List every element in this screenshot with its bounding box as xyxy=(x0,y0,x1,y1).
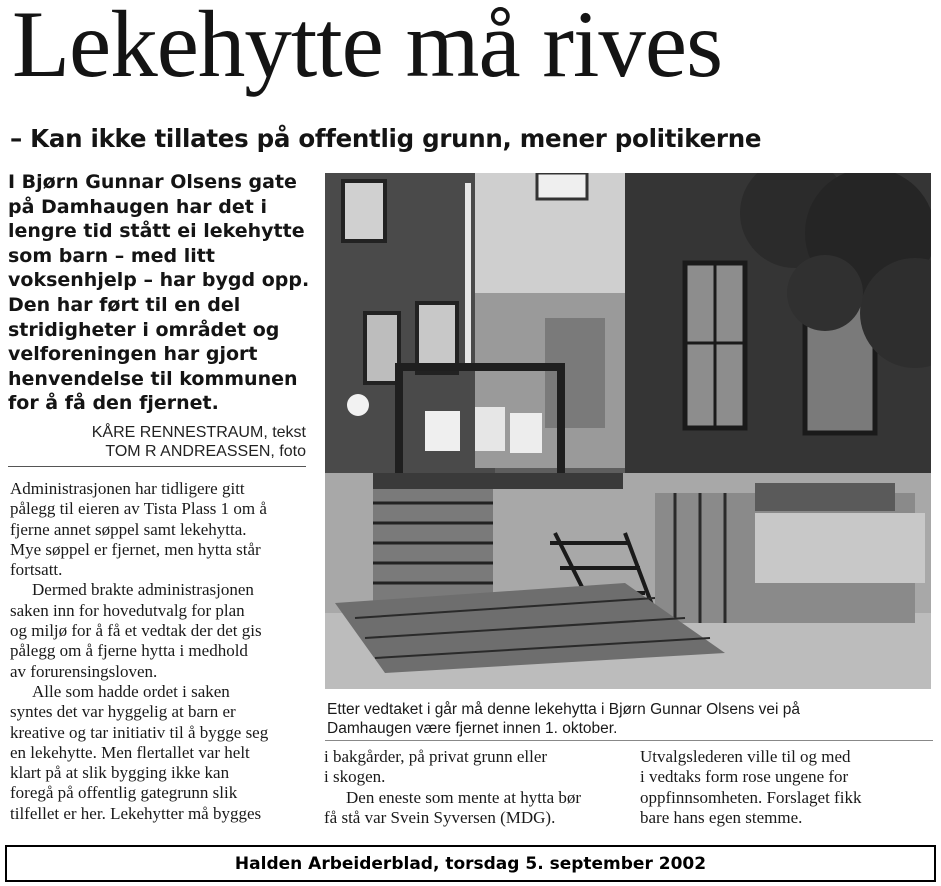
body-column-3 xyxy=(640,747,940,828)
lead-line: henvendelse til kommunen xyxy=(8,367,298,390)
body-line: av forurensingsloven. xyxy=(10,661,158,681)
lead-line: som barn – med litt xyxy=(8,244,215,267)
body-line: i skogen. xyxy=(324,767,386,787)
byline-divider xyxy=(8,466,306,467)
body-line: få stå var Svein Syversen (MDG). xyxy=(324,807,556,827)
photo-caption xyxy=(327,701,937,738)
lead-line: lengre tid stått ei lekehytte xyxy=(8,220,305,243)
subheadline: – Kan ikke tillates på offentlig grunn, mener politikerne xyxy=(10,124,762,153)
lead-line: I Bjørn Gunnar Olsens gate xyxy=(8,171,297,193)
headline: Lekehytte må rives xyxy=(12,0,723,97)
byline-writer: KÅRE RENNESTRAUM, tekst xyxy=(91,424,306,441)
news-photo-playhouse xyxy=(325,173,931,689)
body-line: og miljø for å få et vedtak der det gis xyxy=(10,621,262,641)
body-line: i bakgårder, på privat grunn eller xyxy=(324,747,548,766)
lead-paragraph xyxy=(8,170,318,416)
body-line: pålegg om å fjerne hytta i medhold xyxy=(10,641,248,661)
caption-divider xyxy=(325,740,933,741)
source-footer xyxy=(5,845,936,882)
body-line: fortsatt. xyxy=(10,560,63,580)
body-line: Alle som hadde ordet i saken xyxy=(32,681,230,701)
body-line: tilfellet er her. Lekehytter må bygges xyxy=(10,803,262,823)
body-line: Mye søppel er fjernet, men hytta står xyxy=(10,539,261,559)
byline-photographer: TOM R ANDREASSEN, foto xyxy=(105,442,306,460)
body-line: klart på at slik bygging ikke kan xyxy=(10,763,230,783)
body-line: en lekehytte. Men flertallet var helt xyxy=(10,742,250,762)
body-column-2 xyxy=(324,747,624,828)
body-line: Dermed brakte administrasjonen xyxy=(32,580,254,600)
body-column-1 xyxy=(10,479,310,824)
body-line: kreative og tar initiativ til å bygge seg xyxy=(10,722,269,742)
caption-line: Damhaugen være fjernet innen 1. oktober. xyxy=(327,719,618,737)
lead-line: Den har ført til en del xyxy=(8,293,241,316)
body-line: Administrasjonen har tidligere gitt xyxy=(10,479,245,498)
body-line: saken inn for hovedutvalg for plan xyxy=(10,600,245,620)
body-line: syntes det var hyggelig at barn er xyxy=(10,702,236,722)
source-citation: Halden Arbeiderblad, torsdag 5. september 2002 xyxy=(234,853,707,874)
body-line: pålegg til eieren av Tista Plass 1 om å xyxy=(10,499,267,519)
lead-line: stridigheter i området og xyxy=(8,318,280,341)
lead-line: velforeningen har gjort xyxy=(8,343,258,366)
body-line: Utvalgslederen ville til og med xyxy=(640,747,851,766)
lead-line: på Damhaugen har det i xyxy=(8,195,267,218)
body-line: oppfinnsomheten. Forslaget fikk xyxy=(640,787,862,807)
caption-line: Etter vedtaket i går må denne lekehytta i Bjørn Gunnar Olsens vei på xyxy=(327,701,800,718)
body-line: Den eneste som mente at hytta bør xyxy=(346,787,582,807)
body-line: i vedtaks form rose ungene for xyxy=(640,767,849,787)
byline xyxy=(74,424,306,461)
body-line: bare hans egen stemme. xyxy=(640,807,803,827)
lead-line: voksenhjelp – har bygd opp. xyxy=(8,269,310,292)
body-line: foregå på offentlig gategrunn slik xyxy=(10,783,238,803)
body-line: fjerne annet søppel samt lekehytta. xyxy=(10,519,247,539)
lead-line: for å få den fjernet. xyxy=(8,392,219,415)
